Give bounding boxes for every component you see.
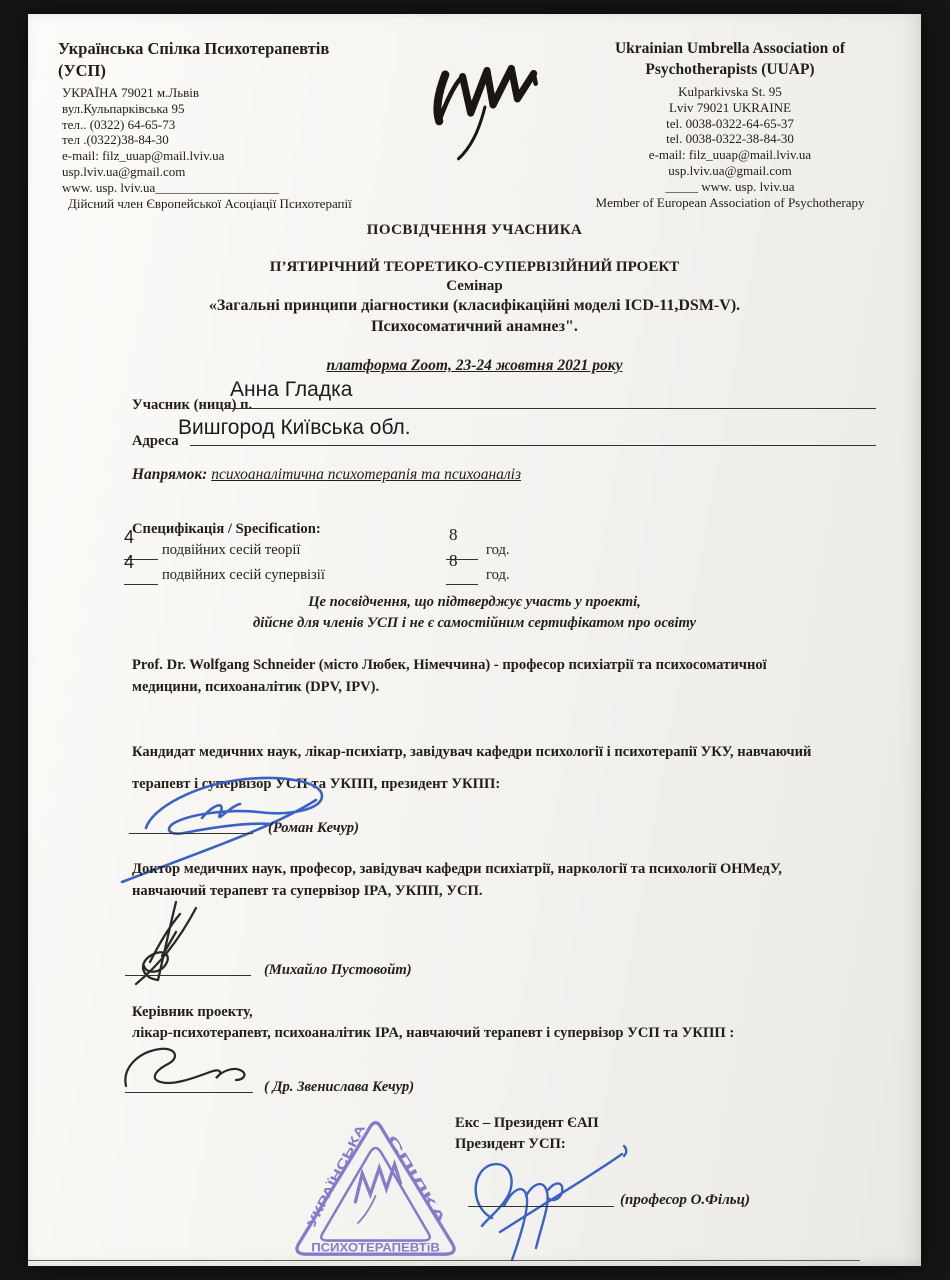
specification-title: Специфікація / Specification:	[132, 521, 321, 537]
signature2-line	[125, 975, 251, 976]
contact-line: тел .(0322)38-84-30	[62, 132, 169, 148]
contact-line: Lviv 79021 UKRAINE	[668, 99, 792, 115]
participant-name-value: Анна Гладка	[230, 378, 353, 401]
contact-line: e-mail: filz_uuap@mail.lviv.ua	[62, 148, 225, 164]
org-name-ukrainian-line2: (УСП)	[58, 60, 106, 80]
project-title: П’ЯТИРІЧНИЙ ТЕОРЕТИКО-СУПЕРВІЗІЙНИЙ ПРОЕКТ	[269, 259, 680, 275]
president-name: (професор О.Фільц)	[620, 1192, 750, 1208]
president-signature-line	[468, 1206, 614, 1207]
president-title-line2: Президент УСП:	[455, 1136, 566, 1152]
stamp-text-right: СПІЛКА	[384, 1132, 421, 1179]
usp-monogram-logo-icon	[424, 50, 556, 162]
spec-row2-count: 4	[124, 552, 135, 572]
seminar-label: Семінар	[446, 278, 503, 294]
seminar-topic-line2: Психосоматичний анамнез".	[371, 318, 578, 335]
scan-edge-line	[28, 1260, 860, 1261]
lecturer-description: Prof. Dr. Wolfgang Schneider (місто Любек, Німеччина) - професор психіатрії та психосоматичної медицини, психоаналітик (DPV, IPV).	[132, 657, 767, 695]
letterhead-left	[58, 38, 403, 211]
signature1-line	[129, 833, 253, 834]
direction-label: Напрямок:	[132, 466, 208, 483]
org-name-english-line1: Ukrainian Umbrella Association of	[614, 40, 846, 57]
spec-row2-count-line	[124, 584, 158, 585]
spec-row1-hours: 8	[449, 525, 458, 544]
contact-line: e-mail: filz_uuap@mail.lviv.ua	[648, 147, 812, 163]
membership-line-en: Member of European Association of Psychotherapy	[595, 194, 865, 210]
org-name-english-line2: Psychotherapists (UUAP)	[645, 61, 815, 78]
certificate-document	[28, 14, 921, 1266]
signature-o-filts	[446, 1132, 636, 1266]
address-label: Адреса	[132, 433, 179, 449]
participant-line	[224, 408, 876, 409]
stamp-text-bottom: ПСИХОТЕРАПЕВТіВ	[311, 1240, 441, 1255]
seminar-topic-line1: «Загальні принципи діагностики (класифікаційні моделі ICD-11,DSM-V).	[208, 297, 741, 314]
validity-note-line2: дійсне для членів УСП і не є самостійним сертифікатом про освіту	[253, 615, 696, 631]
signatory2-name: (Михайло Пустовойт)	[264, 962, 412, 978]
validity-note-line1: Це посвідчення, що підтверджує участь у проекті,	[308, 594, 641, 610]
contact-line: tel. 0038-0322-64-65-37	[666, 115, 794, 131]
stamp-text-left: УКРАЇНСЬКА	[304, 1154, 352, 1230]
spec-row1-label: подвійних сесій теорії	[162, 542, 301, 558]
spec-row2-unit: год.	[486, 567, 510, 583]
certificate-title: ПОСВІДЧЕННЯ УЧАСНИКА	[366, 222, 583, 238]
spec-row2-hours-line	[446, 584, 478, 585]
platform-date-line: платформа Zoom, 23-24 жовтня 2021 року	[326, 357, 623, 374]
signature3-line	[125, 1092, 253, 1093]
letterhead-right	[551, 38, 909, 210]
contact-line: Kulparkivska St. 95	[678, 84, 782, 99]
address-value: Вишгород Київська обл.	[178, 416, 411, 439]
signatory2-description: Доктор медичних наук, професор, завідувач кафедри психіатрії, наркології та психології ОНМедУ, навчаючий терапевт та супервізор IPA, УКПП, УСП.	[132, 861, 782, 899]
address-line	[190, 445, 876, 446]
contact-line: _____ www. usp. lviv.ua	[665, 178, 795, 194]
direction-row	[132, 466, 521, 484]
membership-line-uk: Дійсний член Європейської Асоціації Психотерапії	[68, 195, 352, 211]
contact-line: www. usp. lviv.ua___________________	[62, 179, 279, 195]
signatory1-description: Кандидат медичних наук, лікар-психіатр, завідувач кафедри психології і психотерапії УКУ, навчаючий терапевт і супервізор УСП та УКПП, президент УКПП:	[132, 744, 812, 792]
signatory1-name: (Роман Кечур)	[268, 820, 359, 836]
spec-row2-hours: 8	[449, 551, 458, 570]
contact-line: usp.lviv.ua@gmail.com	[62, 163, 186, 179]
spec-row2-label: подвійних сесій супервізії	[162, 567, 325, 583]
org-name-ukrainian-line1: Українська Спілка Психотерапевтів	[58, 39, 330, 58]
contact-line: тел.. (0322) 64-65-73	[62, 116, 176, 132]
direction-value: психоаналітична психотерапія та психоаналіз	[211, 466, 522, 483]
usp-triangular-stamp	[283, 1110, 469, 1262]
contact-line: вул.Кульпарківська 95	[62, 100, 185, 116]
contact-line: usp.lviv.ua@gmail.com	[668, 162, 792, 178]
spec-row1-unit: год.	[486, 542, 510, 558]
contact-line: УКРАЇНА 79021 м.Львів	[62, 85, 200, 100]
signatory3-name: ( Др. Звенислава Кечур)	[264, 1079, 415, 1095]
participant-label: Учасник (ниця) п.	[132, 397, 253, 413]
president-title-line1: Екс – Президент ЄАП	[455, 1115, 599, 1131]
contact-line: tel. 0038-0322-38-84-30	[666, 131, 794, 147]
spec-row1-count: 4	[124, 527, 135, 547]
signatory3-description: Керівник проекту, лікар-психотерапевт, психоаналітик IPA, навчаючий терапевт і супервізор УСП та УКПП :	[132, 1004, 735, 1041]
